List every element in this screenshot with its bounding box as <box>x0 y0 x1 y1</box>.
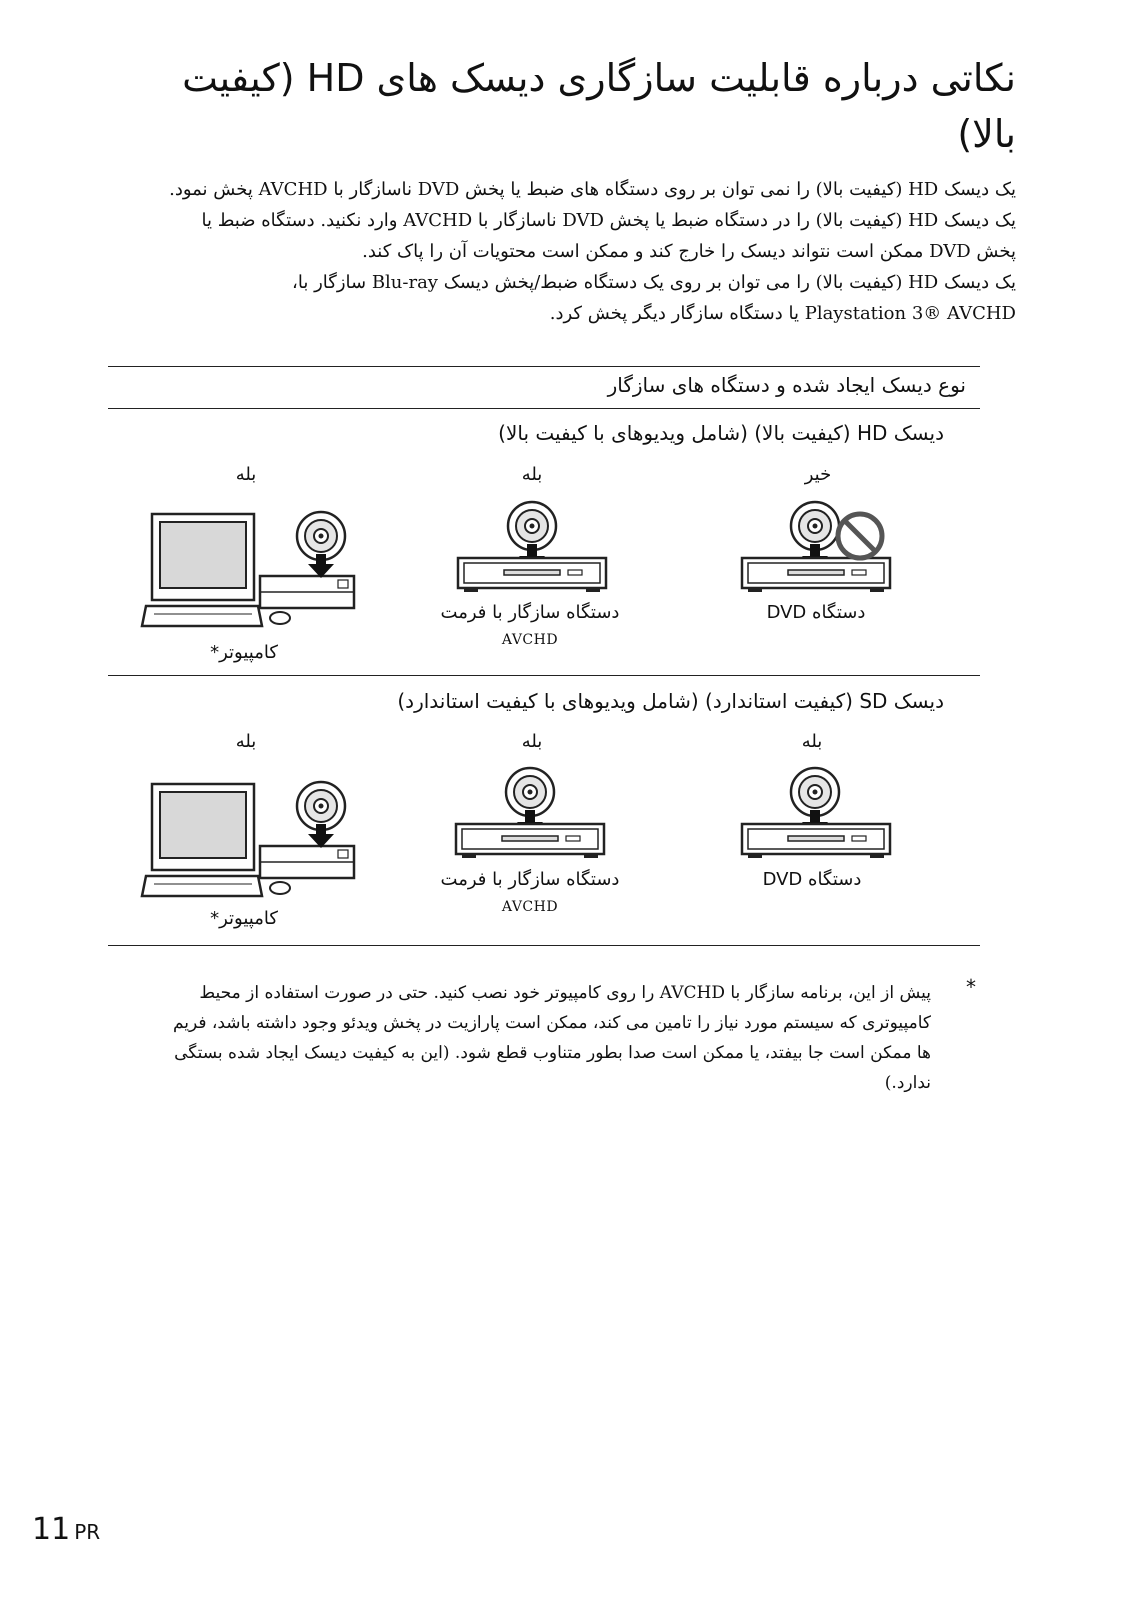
answer-computer: بله <box>235 731 257 752</box>
table-header-rule <box>108 408 980 409</box>
table-header: نوع دیسک ایجاد شده و دستگاه های سازگار <box>607 373 966 397</box>
answer-dvd: بله <box>801 731 823 752</box>
avchd-player-icon <box>454 766 614 866</box>
footnote-line: ندارد.) <box>884 1073 931 1093</box>
footnote <box>131 978 931 1098</box>
table-row-rule <box>108 675 980 676</box>
table-bottom-rule <box>108 945 980 946</box>
computer-icon <box>140 510 360 630</box>
intro-line: یک دیسک HD (کیفیت بالا) را در دستگاه ضبط یا پخش DVD ناسازگار با AVCHD وارد نکنید. دستگاه ضبط یا <box>201 210 1016 231</box>
label-avchd-format: AVCHD <box>501 632 559 648</box>
prohibited-icon <box>838 514 882 558</box>
label-dvd-device: دستگاه DVD <box>762 869 862 890</box>
intro-line: پخش DVD ممکن است نتواند دیسک را خارج کند و ممکن است محتویات آن را پاک کند. <box>362 241 1016 262</box>
page-title: نکاتی درباره قابلیت سازگاری دیسک های HD (کیفیت بالا) <box>182 56 1016 156</box>
row-heading-hd: دیسک HD (کیفیت بالا) (شامل ویدیوهای با کیفیت بالا) <box>498 421 944 445</box>
footnote-marker: * <box>966 975 976 999</box>
footnote-line: پیش از این، برنامه سازگار با AVCHD را روی کامپیوتر خود نصب کنید. حتی در صورت استفاده از محیط <box>199 983 931 1003</box>
label-computer: کامپیوتر* <box>210 642 278 663</box>
page-number <box>32 1512 100 1547</box>
label-avchd-device: دستگاه سازگار با فرمت <box>440 869 620 890</box>
intro-line: Playstation 3® AVCHD یا دستگاه سازگار دیگر پخش کرد. <box>549 303 1016 324</box>
footnote-line: کامپیوتری که سیستم مورد نیاز را تامین می کند، ممکن است پارازیت در پخش ویدئو وجود داشته باشد، فریم <box>172 1013 931 1033</box>
label-avchd-format: AVCHD <box>501 899 559 915</box>
label-avchd-device: دستگاه سازگار با فرمت <box>440 602 620 623</box>
intro-line: یک دیسک HD (کیفیت بالا) را می توان بر روی یک دستگاه ضبط/پخش دیسک Blu-ray سازگار با، <box>292 272 1016 293</box>
answer-avchd: بله <box>521 731 543 752</box>
label-dvd-device: دستگاه DVD <box>766 602 866 623</box>
answer-computer: بله <box>235 464 257 485</box>
dvd-player-icon <box>740 500 900 600</box>
answer-avchd: بله <box>521 464 543 485</box>
dvd-player-icon <box>740 766 900 866</box>
answer-dvd: خیر <box>804 464 832 485</box>
page-language-code: PR <box>74 1520 101 1544</box>
avchd-player-icon <box>456 500 616 600</box>
table-top-rule <box>108 366 980 367</box>
page-number-value: 11 <box>32 1512 71 1547</box>
label-computer: کامپیوتر* <box>210 908 278 929</box>
intro-line: یک دیسک HD (کیفیت بالا) را نمی توان بر روی دستگاه های ضبط یا پخش DVD ناسازگار با AVCHD پخش نمود. <box>169 179 1016 200</box>
footnote-line: ها ممکن است جا بیفتد، یا ممکن است صدا بطور متناوب قطع شود. (این به کیفیت دیسک ایجاد شده بستگی <box>174 1043 931 1063</box>
intro-text <box>96 174 1016 329</box>
computer-icon <box>140 780 360 900</box>
row-heading-sd: دیسک SD (کیفیت استاندارد) (شامل ویدیوهای با کیفیت استاندارد) <box>397 689 944 713</box>
